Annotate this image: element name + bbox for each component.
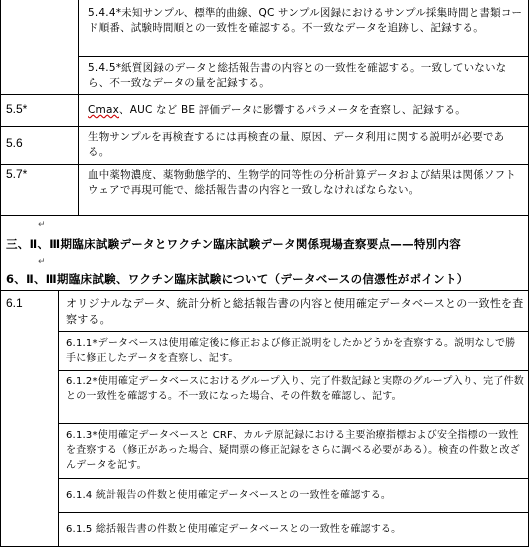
section-heading-6: 6、Ⅱ、Ⅲ期臨床試験、ワクチン臨床試験について（データベースの信憑性がポイント） bbox=[6, 272, 469, 286]
table-cell: 6.1.3*使用確定データベースと CRF、カルテ原記録における主要治療指標および安全指標の一致性を査察する（修正があった場合、疑問票の修正記録をさらに調べる必要がある）。検査の件数と改ざんデータを記す。 bbox=[66, 430, 520, 471]
row-label: 5.7* bbox=[6, 167, 28, 181]
paragraph-mark: ↵ bbox=[38, 257, 46, 267]
table-cell: 6.1.4 統計報告の件数と使用確定データベースとの一致性を確認する。 bbox=[66, 490, 392, 501]
table-cell: 6.1.2*使用確定データベースにおけるグループ入り、完了件数記録と実際のグループ入り、完了件数との一致性を確認する。不一致になった場合、その件数を確認し、記す。 bbox=[66, 376, 524, 402]
table-cell: 6.1.5 総括報告書の件数と使用確定データベースとの一致性を確認する。 bbox=[66, 524, 402, 535]
row-label: 5.6 bbox=[6, 136, 23, 150]
paragraph-mark: ↵ bbox=[38, 220, 46, 230]
table-cell: 6.1.1*データベースは使用確定後に修正および修正説明をしたかどうかを査察する。説明なしで勝手に修正したデータを査察し、記す。 bbox=[66, 338, 516, 364]
row-label: 5.5* bbox=[6, 102, 28, 116]
param-text: 、AUC など BE 評価データに影響するパラメータを査察し、記録する。 bbox=[119, 104, 466, 116]
row-label: 6.1 bbox=[6, 296, 23, 310]
table-cell: 5.4.4*未知サンプル、標準的曲線、QC サンプル図録におけるサンプル採集時間と書類コード順番、試験時間順との一致性を確認する。不一致なデータを追跡し、記録する。 bbox=[88, 7, 523, 34]
table-cell: 血中薬物濃度、薬物動態学的、生物学的同等性の分析計算データおよび結果は関係ソフトウェアで再現可能で、総括報告書の内容と一致しなければならない。 bbox=[88, 169, 516, 196]
table-cell: 5.4.5*紙質図録のデータと総括報告書の内容との一致性を確認する。一致していないなら、不一致なデータの量を記録する。 bbox=[88, 62, 507, 89]
table-cell bbox=[88, 103, 524, 118]
param-cmax: Cmax bbox=[88, 104, 120, 116]
table-cell: オリジナルなデータ、統計分析と総括報告書の内容と使用確定データベースとの一致性を査察する。 bbox=[66, 297, 524, 326]
table-cell: 生物サンプルを再検査するには再検査の量、原因、データ利用に関する説明が必要である。 bbox=[88, 131, 505, 158]
section-heading-3: 三、Ⅱ、Ⅲ期臨床試験データとワクチン臨床試験データ関係現場査察要点——特別内容 bbox=[6, 237, 462, 251]
